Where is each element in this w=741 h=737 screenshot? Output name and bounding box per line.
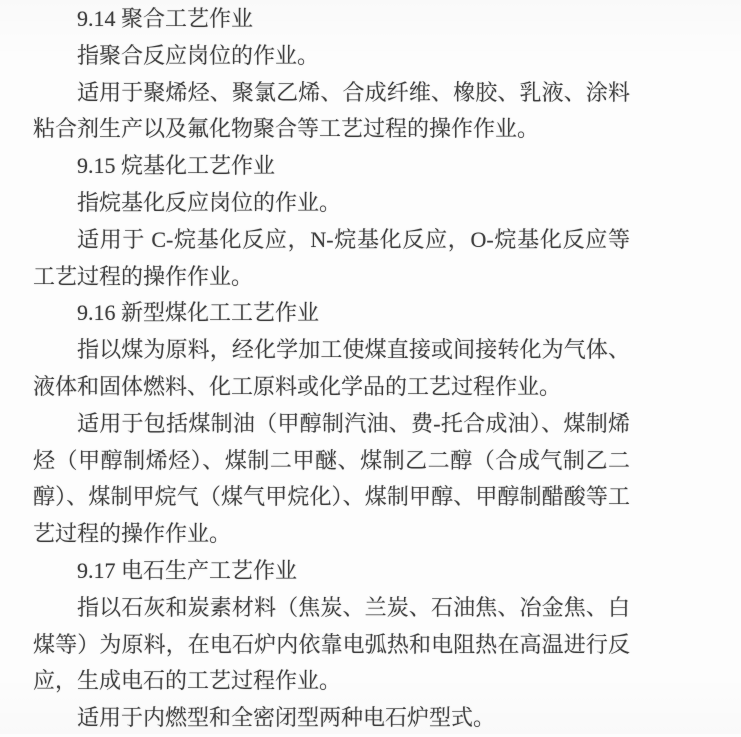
paragraph: 适用于聚烯烃、聚氯乙烯、合成纤维、橡胶、乳液、涂料粘合剂生产以及氟化物聚合等工艺过程的操作作业。 — [33, 79, 630, 142]
paragraph: 适用于 C-烷基化反应，N-烷基化反应，O-烷基化反应等工艺过程的操作作业。 — [33, 226, 630, 289]
paragraph: 指以煤为原料，经化学加工使煤直接或间接转化为气体、液体和固体燃料、化工原料或化学品的工艺过程作业。 — [33, 337, 630, 399]
section-9-16 — [33, 295, 741, 553]
paragraph: 适用于内燃型和全密闭型两种电石炉型式。 — [77, 705, 496, 731]
section-heading: 9.16 新型煤化工工艺作业 — [77, 300, 320, 326]
section-heading: 9.14 聚合工艺作业 — [77, 6, 254, 31]
section-heading: 9.15 烷基化工艺作业 — [77, 153, 276, 179]
section-9-14 — [33, 1, 741, 148]
section-heading: 9.17 电石生产工艺作业 — [77, 557, 298, 583]
paragraph: 适用于包括煤制油（甲醇制汽油、费-托合成油）、煤制烯烃（甲醇制烯烃）、煤制二甲醚、煤制乙二醇（合成气制乙二醇）、煤制甲烷气（煤气甲烷化）、煤制甲醇、甲醇制醋酸等工艺过程的操作作业。 — [33, 410, 630, 547]
paragraph: 指以石灰和炭素材料（焦炭、兰炭、石油焦、冶金焦、白煤等）为原料，在电石炉内依靠电弧热和电阻热在高温进行反应，生成电石的工艺过程作业。 — [33, 594, 630, 694]
section-9-17 — [33, 553, 741, 737]
paragraph: 指烷基化反应岗位的作业。 — [77, 189, 342, 215]
section-9-15 — [33, 148, 741, 295]
paragraph: 指聚合反应岗位的作业。 — [77, 42, 320, 68]
